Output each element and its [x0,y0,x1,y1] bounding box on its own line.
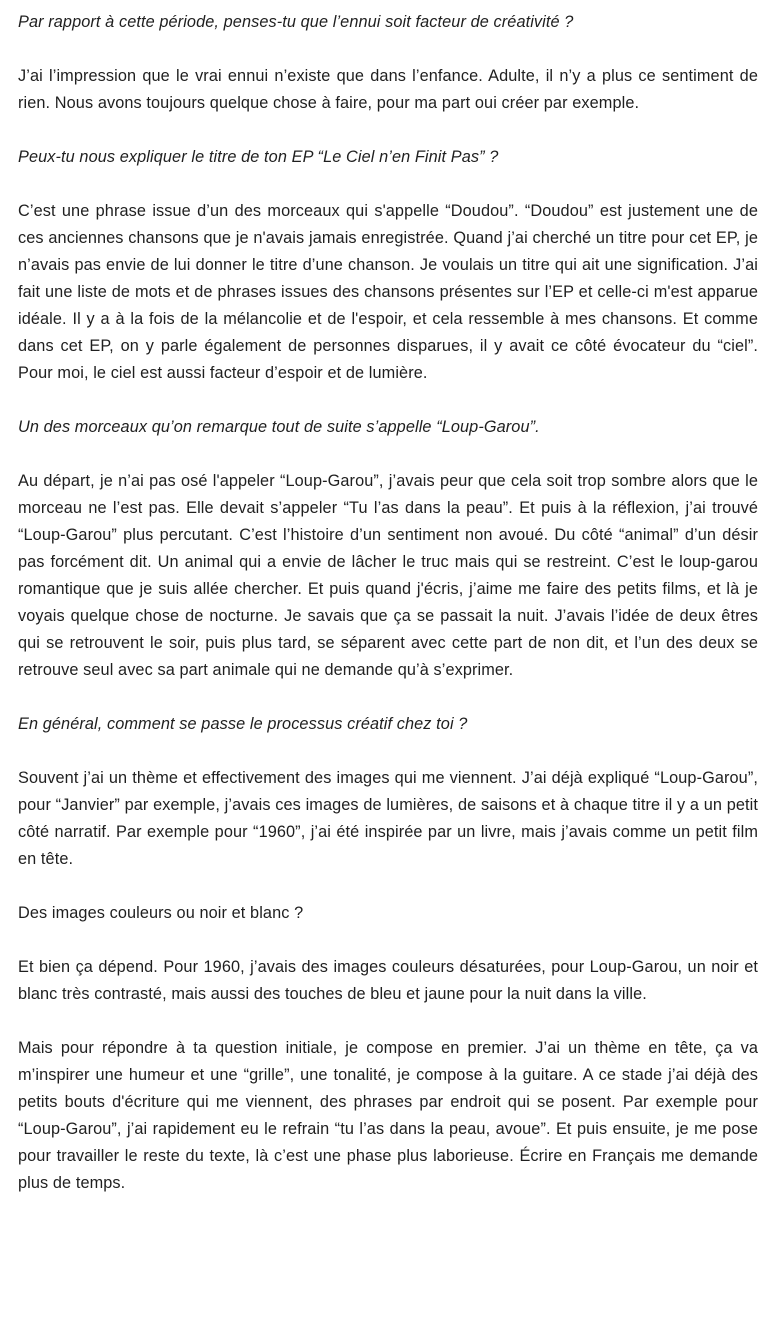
article-body [18,0,758,1197]
answer-boredom: J’ai l’impression que le vrai ennui n’existe que dans l’enfance. Adulte, il n’y a plus ce sentiment de rien. Nous avons toujours quelque chose à faire, pour ma part oui créer par exemple. [18,67,758,112]
paragraph-spacer [18,873,758,900]
paragraph-spacer [18,36,758,63]
answer-images-color: Et bien ça dépend. Pour 1960, j’avais des images couleurs désaturées, pour Loup-Garou, un noir et blanc très contrasté, mais aussi des touches de bleu et jaune pour la nuit dans la ville. [18,958,758,1003]
answer-loup-garou: Au départ, je n’ai pas osé l'appeler “Loup-Garou”, j’avais peur que cela soit trop sombre alors que le morceau ne l’est pas. Elle devait s’appeler “Tu l’as dans la peau”. Et puis à la réflexion, j’ai trouvé “Loup-Garou” plus percutant. C’est l’histoire d’un sentiment non avoué. Du côté “animal” d’un désir pas forcément dit. Un animal qui a envie de lâcher le truc mais qui se restreint. C’est le loup-garou romantique que je suis allée chercher. Et puis quand j'écris, j’aime me faire des petits films, et là je voyais quelque chose de nocturne. Je savais que ça se passait la nuit. J’avais l’idée de deux êtres qui se retrouvent le soir, puis plus tard, se séparent avec cette part de non dit, et l’un des deux se retrouve seul avec sa part animale qui ne demande qu’à s’exprimer. [18,472,758,679]
question-boredom: Par rapport à cette période, penses-tu que l’ennui soit facteur de créativité ? [18,13,574,31]
paragraph-spacer [18,684,758,711]
answer-creative-process: Souvent j’ai un thème et effectivement des images qui me viennent. J’ai déjà expliqué “Loup-Garou”, pour “Janvier” par exemple, j’avais ces images de lumières, de saisons et à chaque titre il y a un petit côté narratif. Par exemple pour “1960”, j’ai été inspirée par un livre, mais j’avais comme un petit film en tête. [18,769,758,868]
paragraph-spacer [18,738,758,765]
paragraph-spacer [18,1008,758,1035]
question-ep-title: Peux-tu nous expliquer le titre de ton EP “Le Ciel n’en Finit Pas” ? [18,148,499,166]
paragraph-spacer [18,387,758,414]
answer-ep-title: C’est une phrase issue d’un des morceaux qui s'appelle “Doudou”. “Doudou” est justement une de ces anciennes chansons que je n'avais jamais enregistrée. Quand j’ai cherché un titre pour cet EP, je n’avais pas envie de lui donner le titre d’une chanson. Je voulais un titre qui ait une signification. J’ai fait une liste de mots et de phrases issues des chansons présentes sur l’EP et celle-ci m'est apparue idéale. Il y a à la fois de la mélancolie et de l'espoir, et cela ressemble à mes chansons. Et comme dans cet EP, on y parle également de personnes disparues, il y avait ce côté évocateur du “ciel”. Pour moi, le ciel est aussi facteur d’espoir et de lumière. [18,202,758,382]
paragraph-spacer [18,441,758,468]
question-creative-process: En général, comment se passe le processus créatif chez toi ? [18,715,468,733]
answer-composition: Mais pour répondre à ta question initiale, je compose en premier. J’ai un thème en tête, ça va m’inspirer une humeur et une “grille”, une tonalité, je compose à la guitare. A ce stade j’ai déjà des petits bouts d'écriture qui me viennent, des phrases par endroit qui se posent. Par exemple pour “Loup-Garou”, j’ai rapidement eu le refrain “tu l’as dans la peau, avoue”. Et puis ensuite, je me pose pour travailler le reste du texte, là c’est une phase plus laborieuse. Écrire en Français me demande plus de temps. [18,1039,758,1192]
question-images-color: Des images couleurs ou noir et blanc ? [18,904,304,922]
paragraph-spacer [18,927,758,954]
paragraph-spacer [18,117,758,144]
question-loup-garou: Un des morceaux qu’on remarque tout de suite s’appelle “Loup-Garou”. [18,418,540,436]
paragraph-spacer [18,171,758,198]
